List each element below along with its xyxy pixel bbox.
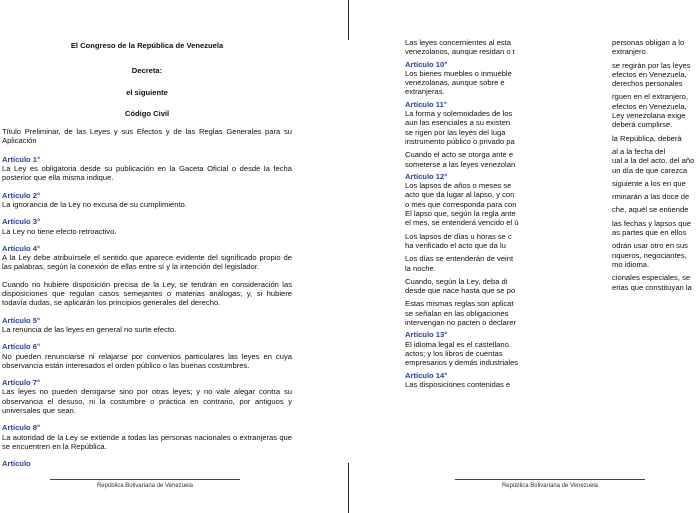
article-heading: Artículo 5° <box>2 315 41 325</box>
article-block <box>405 228 523 251</box>
article-paragraph: la República, deberá <box>612 133 682 143</box>
article-paragraph: ual a la del acto, del año <box>612 156 695 166</box>
article-paragraph: Las leyes no pueden derogarse sino por otras leyes; y no vale alegar contra su observancia el desuso, ni la costumbre o práctica en contrario, por antiguos y universales que sean. <box>2 387 292 416</box>
footer-rule <box>455 479 645 480</box>
article-paragraph: Los lapsos de días u horas se c <box>405 231 512 241</box>
article-block <box>2 244 292 308</box>
article-paragraph: cionales especiales, se <box>612 273 691 283</box>
page-edge-line <box>348 463 349 513</box>
article-paragraph: efectos en Venezuela, <box>612 69 687 79</box>
article-paragraph: A la Ley debe atribuírsele el sentido que aparece evidente del significado propio de las palabras, según la conexión de ellas entre sí y la intención del legislador. <box>2 253 292 272</box>
article-block <box>405 330 523 367</box>
article-paragraph: se rigen por las leyes del luga <box>405 127 506 137</box>
article-paragraph: someterse a las leyes venezolan <box>405 159 516 169</box>
article-paragraph: empresarios y demás industriales <box>405 358 519 368</box>
article-block <box>405 371 523 390</box>
document-page-left <box>0 0 294 513</box>
article-paragraph: aun las esenciales a su existen <box>405 118 511 128</box>
article-heading: Artículo 3° <box>2 217 41 227</box>
article-paragraph: erias que constituyan la <box>612 282 692 292</box>
article-heading: Artículo 14° <box>405 370 448 380</box>
article-paragraph: las fechas y lapsos que <box>612 218 691 228</box>
article-paragraph: Los bienes muebles o inmueble <box>405 68 512 78</box>
article-paragraph: extranjero. <box>612 47 648 57</box>
article-paragraph: venezolanas, aunque sobre e <box>405 78 505 88</box>
article-paragraph: Estas mismas reglas son aplicat <box>405 299 514 309</box>
article-paragraph: extranjeras. <box>405 87 445 97</box>
article-paragraph: El lapso que, según la regla ante <box>405 209 516 219</box>
article-paragraph: Cuando, según la Ley, deba di <box>405 276 508 286</box>
article-paragraph: efectos en Venezuela, <box>612 101 687 111</box>
decree-title: Decreta: <box>131 66 163 76</box>
article-heading: Artículo 12° <box>405 171 448 181</box>
article-paragraph: la noche. <box>405 263 436 273</box>
article-paragraph: nqueros, negociantes, <box>612 250 687 260</box>
article-heading: Artículo 1° <box>2 154 41 164</box>
article-heading: Artículo <box>2 459 31 469</box>
footer-rule <box>50 479 240 480</box>
article-block <box>405 100 523 146</box>
article-block <box>612 57 696 89</box>
article-paragraph: se señalan en las obligaciones <box>405 308 509 318</box>
article-paragraph: Los lapsos de años o meses se <box>405 181 512 191</box>
article-paragraph: venezolanos, aunque residan o t <box>405 47 515 57</box>
article-heading: Artículo 6° <box>2 342 41 352</box>
page-right-left-fragment <box>405 38 523 389</box>
article-block <box>2 423 292 451</box>
page-edge-line <box>348 0 349 40</box>
subtitle-line: el siguiente <box>126 87 168 97</box>
article-paragraph: Las disposiciones contenidas e <box>405 379 511 389</box>
article-block <box>405 295 523 327</box>
article-block <box>405 250 523 273</box>
article-paragraph: deberá cumplirse. <box>612 120 673 130</box>
article-heading: Artículo 8° <box>2 423 41 433</box>
page-right-right-fragment <box>612 38 696 292</box>
article-paragraph: No pueden renunciarse ni relajarse por convenios particulares las leyes en cuya observancia están interesados el orden público o las buenas costumbres. <box>2 351 292 370</box>
article-paragraph: ha verificado el acto que da lu <box>405 240 506 250</box>
article-paragraph: Ley venezolana exige <box>612 111 686 121</box>
congress-title: El Congreso de la República de Venezuela <box>70 41 224 50</box>
article-paragraph: derechos personales <box>612 79 683 89</box>
article-block <box>612 201 696 214</box>
article-paragraph: El idioma legal es el castellano. <box>405 339 511 349</box>
article-block <box>2 155 292 183</box>
article-paragraph: instrumento público o privado pa <box>405 136 515 146</box>
article-paragraph: Cuando no hubiere disposición precisa de la Ley, se tendrán en consideración las disposiciones que regulan casos semejantes o materias análogas; y, si hubiere todavía dudas, se aplicarán los principios generales del derecho. <box>2 279 292 308</box>
page-footer: República Bolivariana de Venezuela <box>501 483 599 489</box>
article-paragraph: al a la fecha del <box>612 146 666 156</box>
article-block <box>405 273 523 296</box>
article-heading: Artículo 7° <box>2 378 41 388</box>
article-block <box>2 217 292 236</box>
article-paragraph: acto que da lugar al lapso, y con <box>405 190 515 200</box>
document-page-right <box>350 0 696 513</box>
article-block <box>405 146 523 169</box>
article-paragraph: un día de que carezca <box>612 165 688 175</box>
article-paragraph: La autoridad de la Ley se extiende a todas las personas nacionales o extranjeras que se encuentren en la República. <box>2 432 292 451</box>
article-list <box>2 155 292 469</box>
article-paragraph: as partes que en ellos <box>612 228 687 238</box>
article-block <box>612 215 696 238</box>
article-heading: Artículo 11° <box>405 99 447 109</box>
article-paragraph: che, aquél se entiende <box>612 205 689 215</box>
article-paragraph: el mes, se entenderá vencido el ú <box>405 218 519 228</box>
article-heading: Artículo 4° <box>2 243 41 253</box>
article-paragraph: La Ley es obligatoria desde su publicación en la Gaceta Oficial o desde la fecha posterior que ella misma indique. <box>2 164 292 183</box>
article-block <box>2 191 292 210</box>
article-block <box>2 342 292 370</box>
article-block <box>405 60 523 97</box>
article-paragraph: siguiente a los en que <box>612 178 686 188</box>
article-block <box>612 188 696 201</box>
article-paragraph: Cuando el acto se otorga ante e <box>405 150 514 160</box>
article-paragraph: La Ley no tiene efecto retroactivo. <box>2 226 117 236</box>
page-left-content <box>2 41 292 469</box>
article-paragraph: personas obligan a lo <box>612 38 685 47</box>
article-paragraph: mo idioma. <box>612 259 650 269</box>
article-paragraph: o mes que corresponda para con <box>405 199 517 209</box>
article-block <box>405 172 523 228</box>
article-block <box>2 459 292 468</box>
article-paragraph: La forma y solemnidades de los <box>405 109 513 119</box>
article-paragraph: se regirán por las leyes <box>612 60 691 70</box>
article-block <box>612 130 696 143</box>
code-title: Código Civil <box>124 108 170 118</box>
article-paragraph: intervengan no pacten o declarer <box>405 318 517 328</box>
article-paragraph: La renuncia de las leyes en general no surte efecto. <box>2 324 177 334</box>
article-block <box>612 143 696 175</box>
article-block <box>612 269 696 292</box>
article-block <box>2 316 292 335</box>
article-block <box>612 38 696 57</box>
article-paragraph: Las leyes concernientes al esta <box>405 38 511 47</box>
preamble: Título Preliminar, de las Leyes y sus Efectos y de las Reglas Generales para su Aplicación <box>2 127 292 146</box>
article-heading: Artículo 2° <box>2 190 41 200</box>
article-paragraph: rminarán a las doce de <box>612 192 690 202</box>
article-paragraph: desde que nace hasta que se po <box>405 286 516 296</box>
article-paragraph: rguen en el extranjero, <box>612 92 688 102</box>
page-footer: República Bolivariana de Venezuela <box>96 483 194 489</box>
article-paragraph: actos; y los libros de cuentas <box>405 348 503 358</box>
article-block <box>612 175 696 188</box>
article-block <box>612 237 696 269</box>
article-block <box>612 88 696 129</box>
article-paragraph: La ignorancia de la Ley no excusa de su cumplimiento. <box>2 199 187 209</box>
article-block <box>405 38 523 57</box>
article-paragraph: odrán usar otro en sus <box>612 241 688 251</box>
article-heading: Artículo 13° <box>405 330 448 340</box>
article-block <box>2 378 292 415</box>
article-paragraph: Los días se entenderán de veint <box>405 254 514 264</box>
article-heading: Artículo 10° <box>405 59 448 69</box>
